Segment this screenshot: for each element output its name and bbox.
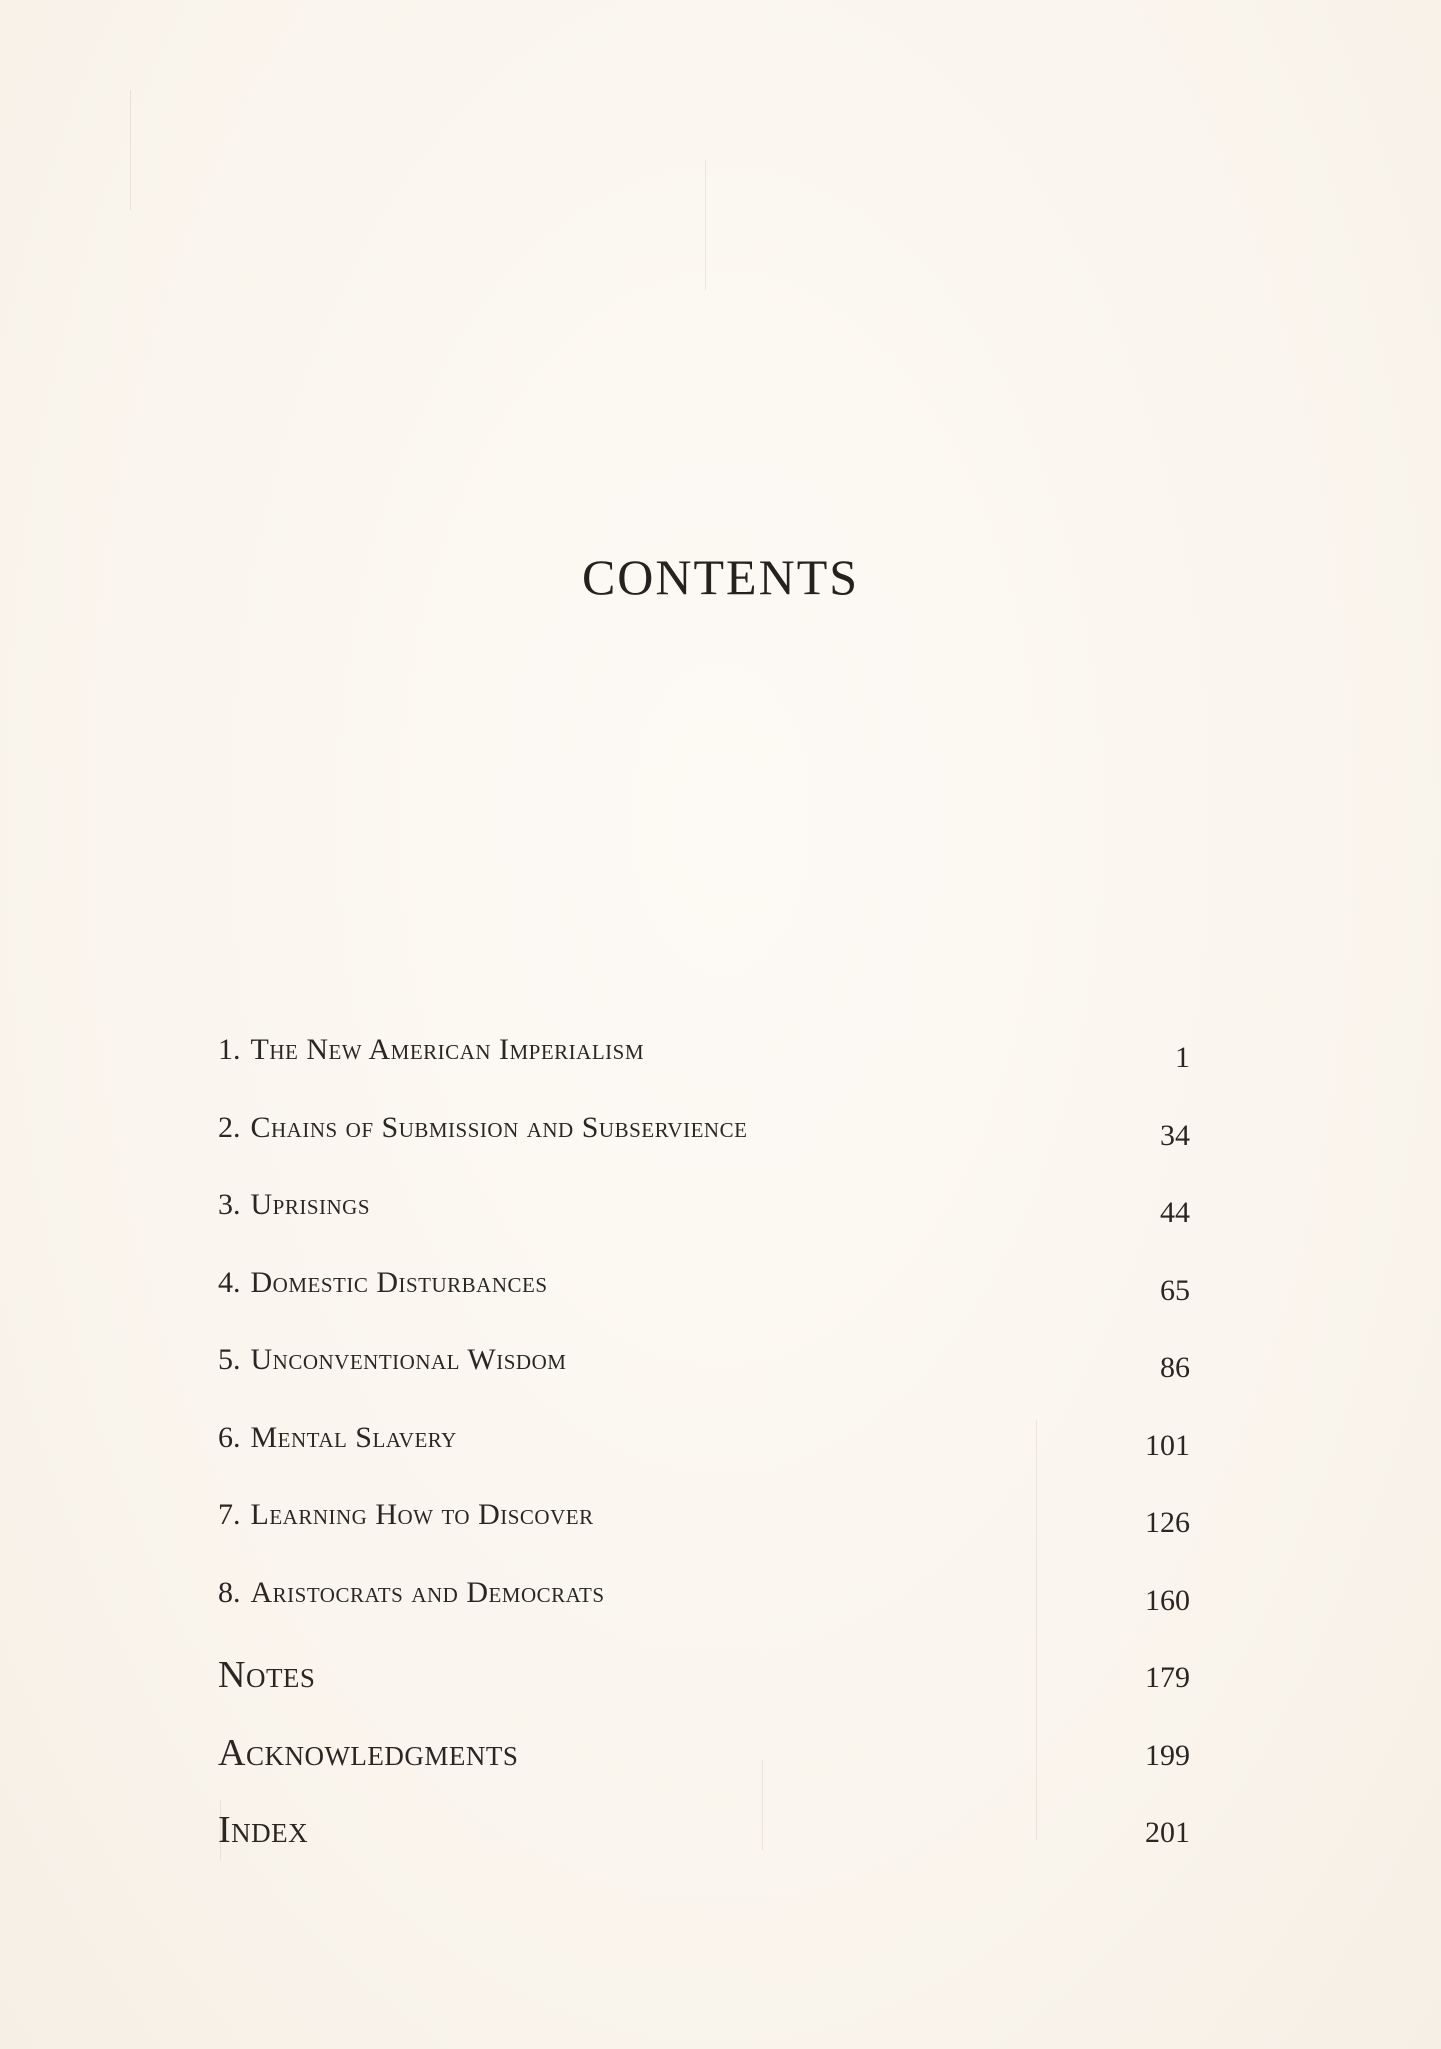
chapter-title: Aristocrats and Democrats (250, 1575, 605, 1609)
chapter-title: Domestic Disturbances (250, 1265, 548, 1299)
page-number: 1 (1175, 1041, 1190, 1074)
toc-entry (218, 1188, 1190, 1266)
chapter-title: Learning How to Discover (250, 1498, 594, 1531)
chapter-title: Uprisings (250, 1188, 371, 1221)
page-number: 86 (1160, 1351, 1190, 1384)
chapter-number: 4. (218, 1265, 241, 1299)
toc-entry (218, 1498, 1190, 1576)
page-number: 101 (1145, 1428, 1190, 1462)
page-number: 201 (1145, 1816, 1190, 1849)
page-number: 126 (1145, 1506, 1190, 1539)
toc-entry (218, 1343, 1190, 1421)
table-of-contents (218, 1033, 1190, 1886)
chapter-number: 6. (218, 1420, 241, 1454)
page-number: 160 (1145, 1583, 1190, 1617)
chapter-number: 7. (218, 1498, 241, 1531)
toc-entry-acknowledgments (218, 1731, 1190, 1809)
page-number: 199 (1145, 1738, 1190, 1772)
chapter-number: 2. (218, 1110, 241, 1144)
chapter-number: 3. (218, 1188, 241, 1221)
section-title: Notes (218, 1654, 316, 1696)
toc-entry (218, 1421, 1190, 1499)
chapter-number: 1. (218, 1033, 241, 1066)
scan-streak (705, 160, 706, 290)
chapter-title: Mental Slavery (250, 1420, 457, 1454)
toc-entry-index (218, 1808, 1190, 1886)
section-title: Acknowledgments (218, 1731, 519, 1774)
toc-entry (218, 1266, 1190, 1344)
section-title: Index (218, 1809, 309, 1851)
toc-entry (218, 1111, 1190, 1189)
page-number: 65 (1160, 1273, 1190, 1307)
chapter-number: 5. (218, 1343, 241, 1376)
chapter-number: 8. (218, 1575, 241, 1609)
toc-entry-notes (218, 1653, 1190, 1731)
toc-entry (218, 1033, 1190, 1111)
page-title: CONTENTS (581, 549, 860, 605)
chapter-title: The New American Imperialism (250, 1033, 644, 1066)
page-number: 179 (1145, 1661, 1190, 1694)
page-number: 44 (1160, 1196, 1190, 1229)
chapter-title: Chains of Submission and Subservience (250, 1110, 748, 1144)
chapter-title: Unconventional Wisdom (250, 1343, 567, 1376)
page-number: 34 (1160, 1118, 1190, 1152)
toc-entry (218, 1576, 1190, 1654)
scan-streak (130, 90, 131, 210)
